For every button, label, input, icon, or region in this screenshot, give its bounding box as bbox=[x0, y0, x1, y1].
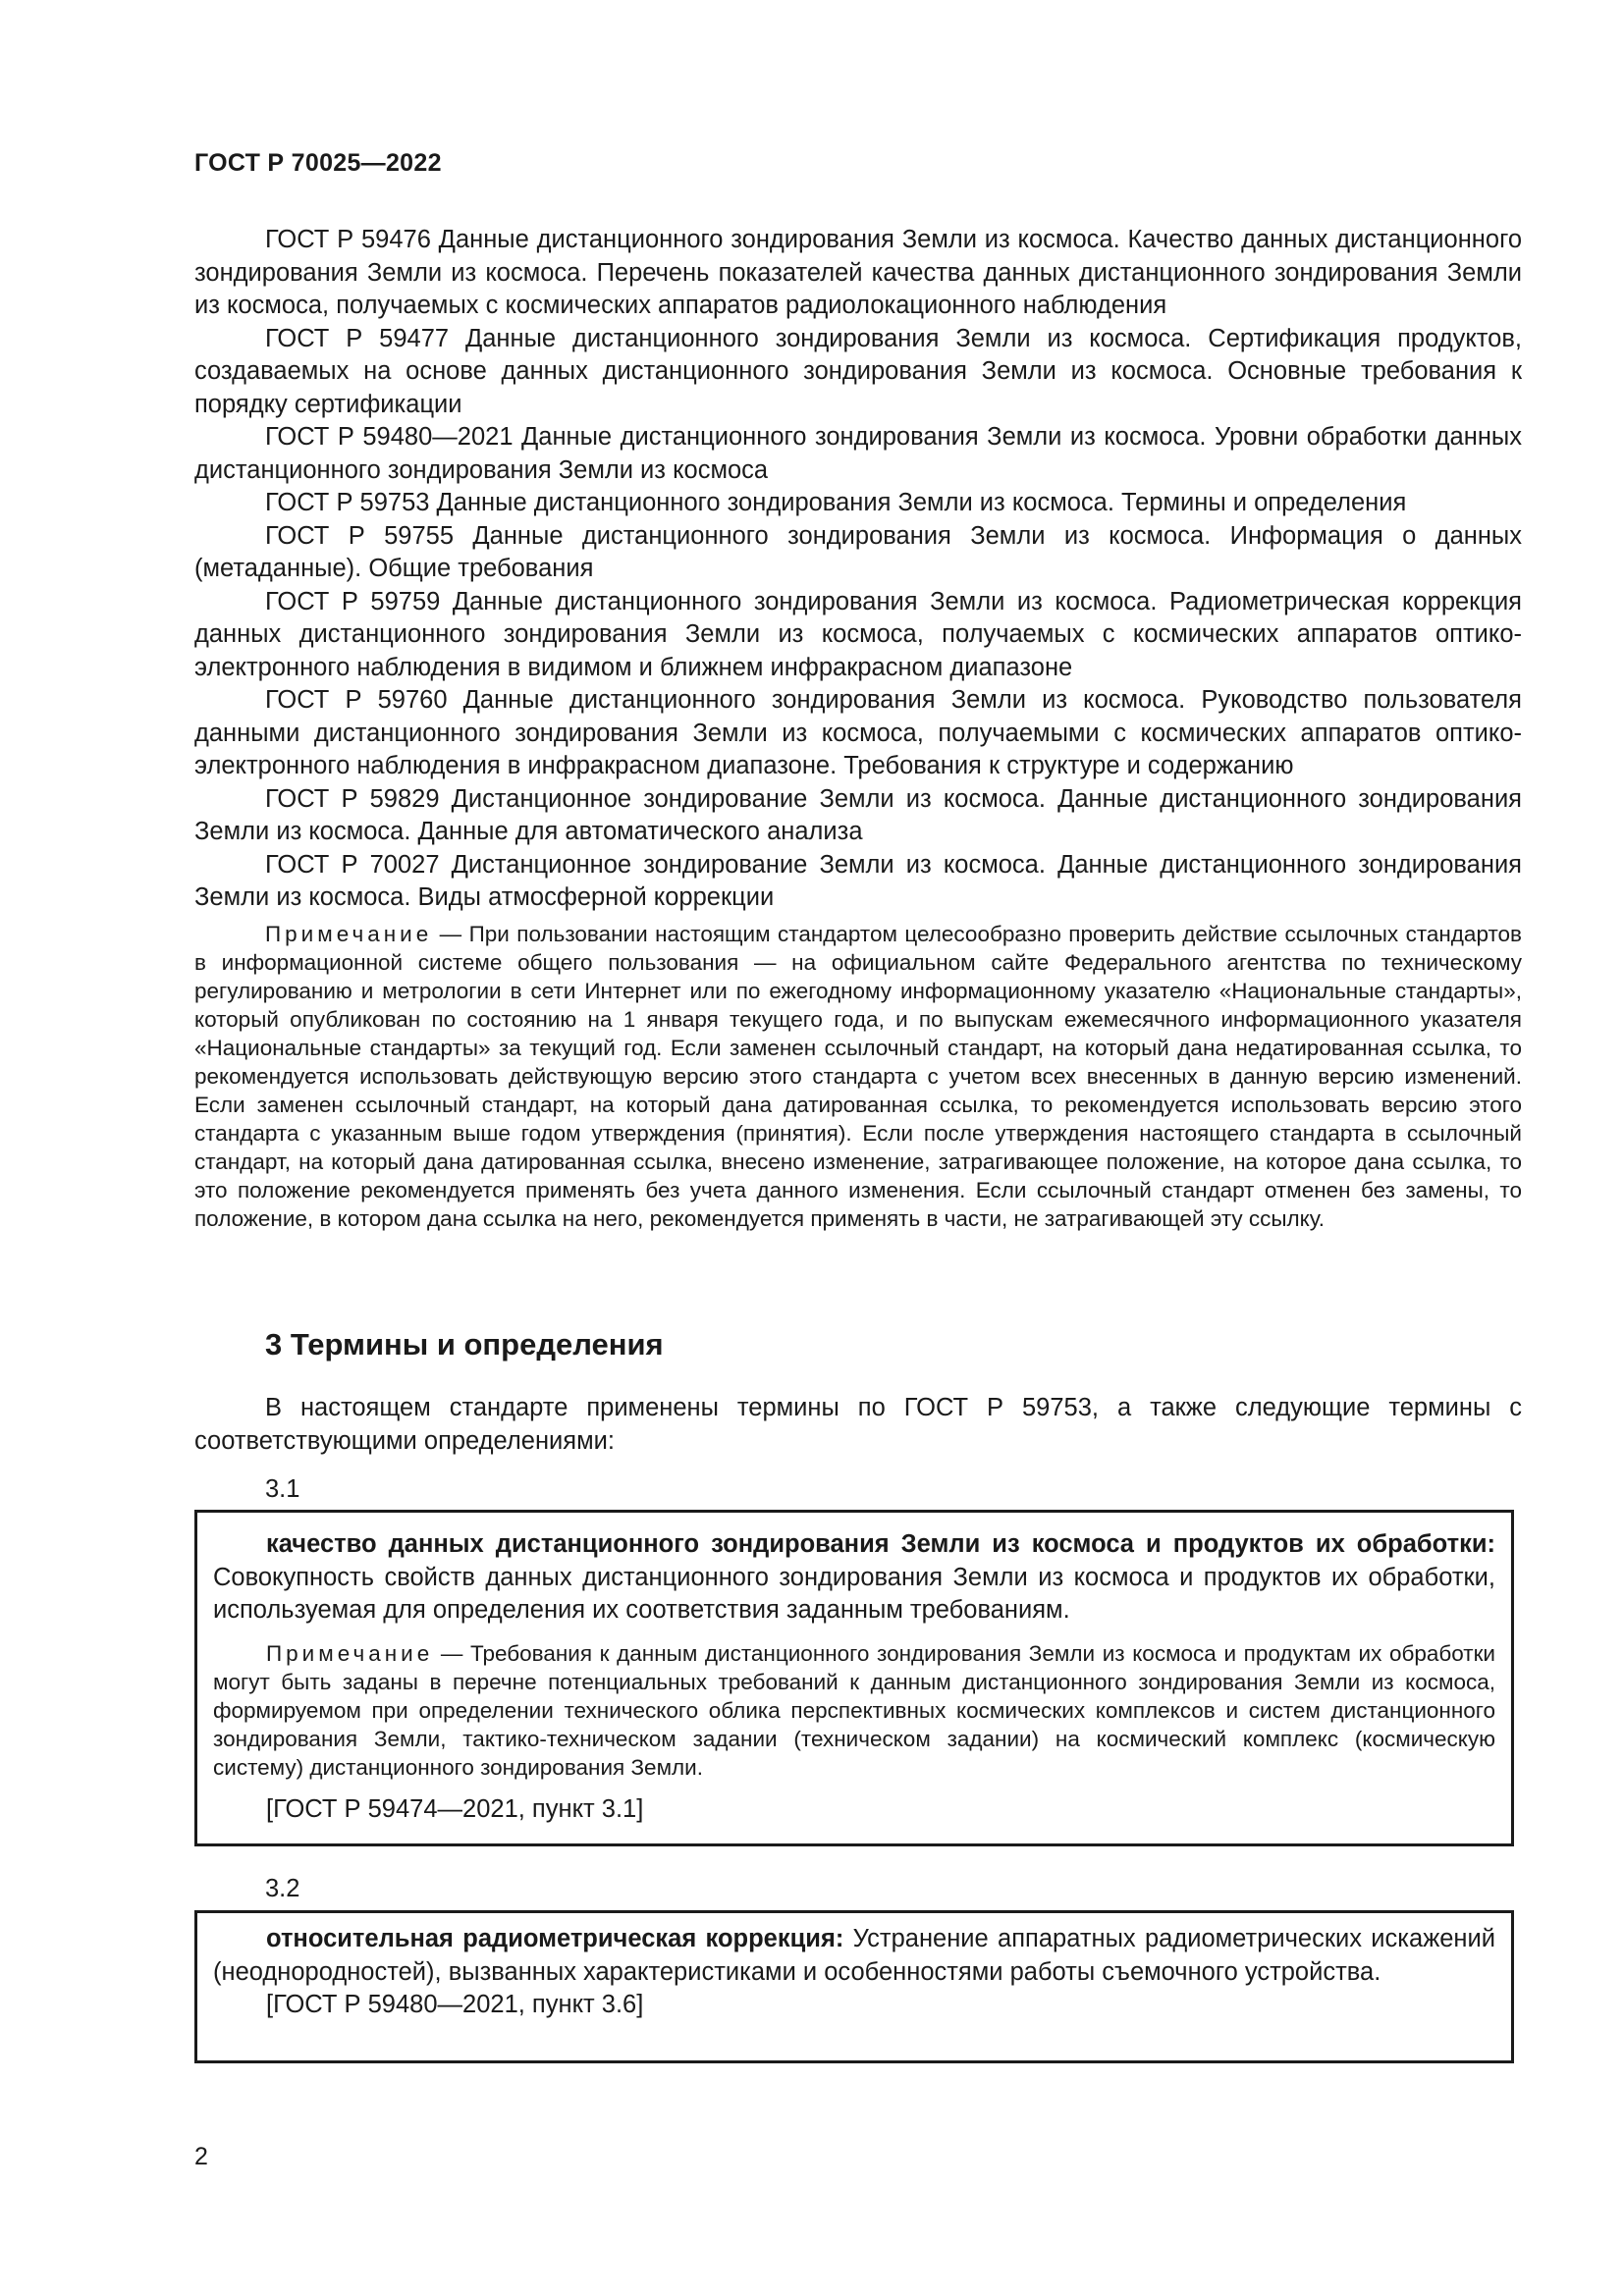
term-number: 3.2 bbox=[265, 1875, 300, 1902]
note-text: — Требования к данным дистанционного зондирования Земли из космоса и продуктам их обработки могут быть заданы в перечне потенциальных требований к данным дистанционного зондирования Земли из космоса, формируемом при определении технического облика перспективных космических комплексов и систем дистанционного зондирования Земли, тактико-техническом задании (техническом задании) на космический комплекс (космическую систему) дистанционного зондирования Земли. bbox=[213, 1640, 1495, 1780]
term-definition bbox=[213, 1528, 1495, 1628]
reference-item: ГОСТ Р 59480—2021 Данные дистанционного зондирования Земли из космоса. Уровни обработки данных дистанционного зондирования Земли из космоса bbox=[194, 423, 1522, 484]
intro-paragraph: В настоящем стандарте применены термины по ГОСТ Р 59753, а также следующие термины с соответствующими определениями: bbox=[194, 1394, 1522, 1455]
term-box bbox=[194, 1910, 1514, 2063]
term-source: [ГОСТ Р 59480—2021, пункт 3.6] bbox=[266, 1991, 644, 2018]
reference-item: ГОСТ Р 70027 Дистанционное зондирование Земли из космоса. Данные дистанционного зондирования Земли из космоса. Виды атмосферной коррекции bbox=[194, 850, 1522, 911]
section-intro bbox=[194, 1392, 1522, 1458]
term-source: [ГОСТ Р 59474—2021, пункт 3.1] bbox=[266, 1794, 644, 1823]
page-number: 2 bbox=[194, 2143, 208, 2170]
reference-item: ГОСТ Р 59476 Данные дистанционного зондирования Земли из космоса. Качество данных дистанционного зондирования Земли из космоса. Перечень показателей качества данных дистанционного зондирования Земли из космоса, получаемых с космических аппаратов радиолокационного наблюдения bbox=[194, 226, 1522, 319]
term-definition bbox=[213, 1923, 1495, 1989]
reference-item: ГОСТ Р 59753 Данные дистанционного зондирования Земли из космоса. Термины и определения bbox=[265, 489, 1407, 516]
term-name: относительная радиометрическая коррекция: bbox=[266, 1925, 844, 1952]
normative-references-list bbox=[194, 224, 1522, 915]
document-header: ГОСТ Р 70025—2022 bbox=[194, 149, 442, 177]
term-box bbox=[194, 1510, 1514, 1846]
note-text: — При пользовании настоящим стандартом целесообразно проверить действие ссылочных стандартов в информационной системе общего пользования — на официальном сайте Федерального агентства по техническому регулированию и метрологии в сети Интернет или по ежегодному информационному указателю «Национальные стандарты», который опубликован по состоянию на 1 января текущего года, и по выпускам ежемесячного информационного указателя «Национальные стандарты» за текущий год. Если заменен ссылочный стандарт, на который дана недатированная ссылка, то рекомендуется использовать действующую версию этого стандарта с учетом всех внесенных в данную версию изменений. Если заменен ссылочный стандарт, на который дана датированная ссылка, то рекомендуется использовать версию этого стандарта с указанным выше годом утверждения (принятия). Если после утверждения настоящего стандарта в ссылочный стандарт, на который дана датированная ссылка, внесено изменение, затрагивающее положение, на которое дана ссылка, то это положение рекомендуется применять без учета данного изменения. Если ссылочный стандарт отменен без замены, то положение, в котором дана ссылка на него, рекомендуется применять в части, не затрагивающей эту ссылку. bbox=[194, 922, 1522, 1231]
note-paragraph bbox=[194, 920, 1522, 1233]
reference-item: ГОСТ Р 59829 Дистанционное зондирование Земли из космоса. Данные дистанционного зондирования Земли из космоса. Данные для автоматического анализа bbox=[194, 784, 1522, 845]
note-label: Примечание bbox=[265, 922, 433, 946]
reference-item: ГОСТ Р 59759 Данные дистанционного зондирования Земли из космоса. Радиометрическая коррекция данных дистанционного зондирования Земли из космоса, получаемых с космических аппаратов оптико-электронного наблюдения в видимом и ближнем инфракрасном диапазоне bbox=[194, 587, 1522, 681]
definition-text: Устранение аппаратных радиометрических искажений (неоднородностей), вызванных характеристиками и особенностями работы съемочного устройства. bbox=[213, 1925, 1495, 1986]
term-name: качество данных дистанционного зондирования Земли из космоса и продуктов их обработки: bbox=[266, 1530, 1495, 1558]
term-number: 3.1 bbox=[265, 1475, 300, 1503]
definition-text: Совокупность свойств данных дистанционного зондирования Земли из космоса и продуктов их обработки, используемая для определения их соответствия заданным требованиям. bbox=[213, 1563, 1495, 1624]
reference-item: ГОСТ Р 59755 Данные дистанционного зондирования Земли из космоса. Информация о данных (метаданные). Общие требования bbox=[194, 521, 1522, 582]
reference-item: ГОСТ Р 59477 Данные дистанционного зондирования Земли из космоса. Сертификация продуктов, создаваемых на основе данных дистанционного зондирования Земли из космоса. Основные требования к порядку сертификации bbox=[194, 324, 1522, 418]
section-title: 3 Термины и определения bbox=[265, 1327, 664, 1362]
references-note bbox=[194, 920, 1522, 1233]
reference-item: ГОСТ Р 59760 Данные дистанционного зондирования Земли из космоса. Руководство пользователя данными дистанционного зондирования Земли из космоса, получаемыми с космических аппаратов оптико-электронного наблюдения в инфракрасном диапазоне. Требования к структуре и содержанию bbox=[194, 686, 1522, 779]
term-note bbox=[213, 1639, 1495, 1782]
note-label: Примечание bbox=[266, 1640, 434, 1666]
